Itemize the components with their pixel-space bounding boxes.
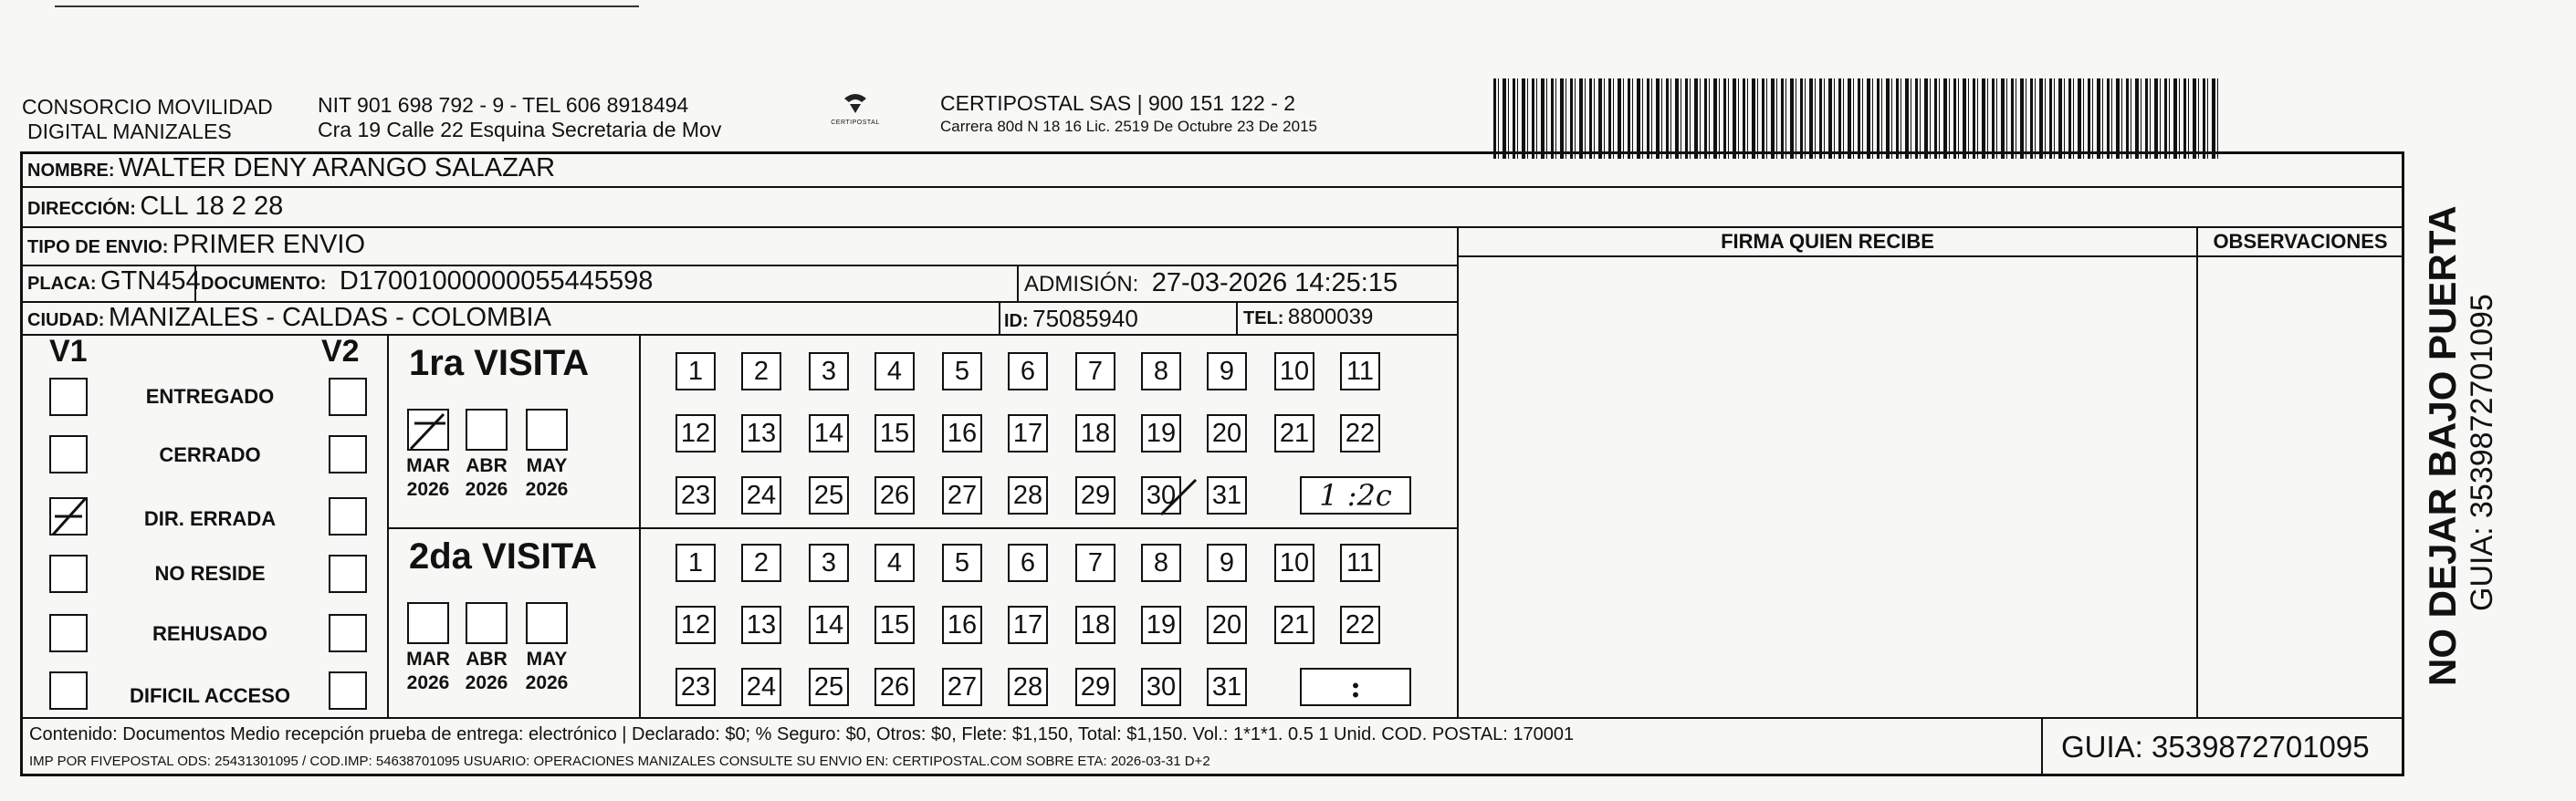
id-label: ID:	[1004, 311, 1029, 331]
first-visit-day-box[interactable]: 22	[1340, 414, 1380, 453]
second-visit-day-box[interactable]: 23	[675, 668, 716, 706]
carrier-logo	[827, 91, 884, 126]
company-contact	[318, 93, 721, 142]
month-year: 2026	[465, 672, 508, 693]
top-rule	[55, 5, 639, 7]
second-visit-day-box[interactable]: 17	[1008, 606, 1048, 644]
v2-dir-errada-checkbox[interactable]	[329, 497, 367, 536]
month-year: 2026	[525, 479, 569, 500]
second-visit-day-box[interactable]: 9	[1207, 544, 1247, 582]
second-visit-day-box[interactable]: 2	[741, 544, 781, 582]
logo-text: CERTIPOSTAL	[831, 120, 880, 126]
rule-footer-guia	[2041, 717, 2043, 776]
first-visit-day-box[interactable]: 19	[1141, 414, 1181, 453]
v2-cerrado-checkbox[interactable]	[329, 435, 367, 473]
observaciones-header: OBSERVACIONES	[2213, 230, 2388, 253]
nombre-label: NOMBRE:	[27, 161, 115, 181]
direccion-value: CLL 18 2 28	[140, 192, 284, 221]
status-dificil-acceso: DIFICIL ACCESO	[129, 684, 290, 707]
v1-label: V1	[49, 334, 88, 369]
rule-admision	[1017, 265, 1019, 301]
rule-id	[999, 301, 1000, 334]
first-visit-day-box[interactable]: 23	[675, 476, 716, 515]
ciudad-field	[27, 303, 551, 333]
placa-value: GTN454	[100, 266, 201, 296]
rule-status-right	[387, 334, 389, 717]
month-name: MAY	[526, 649, 568, 670]
v1-dir-errada-checkbox[interactable]	[49, 497, 88, 536]
v2-label: V2	[321, 334, 360, 369]
first-visit-day-box[interactable]: 14	[809, 414, 849, 453]
status-cerrado: CERRADO	[159, 443, 261, 466]
second-visit-day-box[interactable]: 1	[675, 544, 716, 582]
v1-dificil-acceso-checkbox[interactable]	[49, 671, 88, 710]
second-visit-day-box[interactable]: 29	[1075, 668, 1115, 706]
first-visit-day-box[interactable]: 17	[1008, 414, 1048, 453]
second-visit-day-box[interactable]: 14	[809, 606, 849, 644]
first-visit-day-box[interactable]: 8	[1141, 352, 1181, 390]
carrier-info	[940, 91, 1317, 138]
month-label	[515, 648, 579, 695]
second-visit-day-box[interactable]: 22	[1340, 606, 1380, 644]
month-year: 2026	[465, 479, 508, 500]
company-name	[22, 95, 273, 144]
side-guia-number: GUIA: 3539872701095	[2465, 294, 2499, 611]
tipo-envio-row	[27, 230, 365, 260]
company-line-1: CONSORCIO MOVILIDAD	[22, 95, 273, 119]
v1-no-reside-checkbox[interactable]	[49, 555, 88, 593]
first-visit-day-box[interactable]: 24	[741, 476, 781, 515]
first-visit-day-box[interactable]: 6	[1008, 352, 1048, 390]
first-visit-day-box[interactable]: 11	[1340, 352, 1380, 390]
admision-value: 27-03-2026 14:25:15	[1151, 268, 1398, 297]
admision-label: ADMISIÓN:	[1024, 272, 1139, 296]
first-visit-day-box[interactable]: 26	[874, 476, 915, 515]
second-visit-day-box[interactable]: 5	[942, 544, 982, 582]
first-visit-day-box[interactable]: 12	[675, 414, 716, 453]
v2-entregado-checkbox[interactable]	[329, 378, 367, 416]
second-visit-day-box[interactable]: 19	[1141, 606, 1181, 644]
first-visit-day-box[interactable]: 9	[1207, 352, 1247, 390]
second-visit-day-box[interactable]: 27	[942, 668, 982, 706]
first-visit-day-box[interactable]: 16	[942, 414, 982, 453]
no-dejar-bajo-puerta-text: NO DEJAR BAJO PUERTA	[2421, 205, 2464, 686]
documento-label: DOCUMENTO:	[201, 274, 327, 294]
first-visit-title: 1ra VISITA	[409, 343, 590, 383]
footer-imp-info: IMP POR FIVEPOSTAL ODS: 25431301095 / COD.IMP: 54638701095 USUARIO: OPERACIONES MANIZALES CONSULTE SU ENVIO EN: CERTIPOSTAL.COM SOBRE ETA: 2026-03-31 D+2	[29, 754, 1210, 769]
second-visit-day-box[interactable]: 10	[1274, 544, 1314, 582]
observations-area[interactable]	[2200, 259, 2401, 715]
nombre-row	[27, 153, 555, 183]
nit-line: NIT 901 698 792 - 9 - TEL 606 8918494	[318, 93, 689, 117]
carrier-line-2: Carrera 80d N 18 16 Lic. 2519 De Octubre 23 De 2015	[940, 118, 1317, 135]
month-year: 2026	[406, 479, 450, 500]
second-visit-time-field[interactable]: :	[1300, 668, 1411, 706]
second-visit-day-box[interactable]: 31	[1207, 668, 1247, 706]
rule-months-right	[639, 334, 641, 717]
first-visit-day-box[interactable]: 2	[741, 352, 781, 390]
first-visit-month-box[interactable]	[526, 409, 568, 451]
first-visit-day-box[interactable]: 10	[1274, 352, 1314, 390]
rule-5	[22, 334, 1457, 336]
status-rehusado: REHUSADO	[152, 622, 267, 645]
direccion-label: DIRECCIÓN:	[27, 199, 136, 219]
rule-obs-left	[2196, 226, 2198, 717]
second-visit-month-box[interactable]	[466, 602, 508, 644]
first-visit-day-box[interactable]: 27	[942, 476, 982, 515]
month-label	[515, 454, 579, 502]
admision-field	[1024, 268, 1398, 298]
ciudad-value: MANIZALES - CALDAS - COLOMBIA	[108, 303, 551, 332]
address-line: Cra 19 Calle 22 Esquina Secretaria de Mov	[318, 118, 722, 141]
v1-rehusado-checkbox[interactable]	[49, 614, 88, 652]
logo-icon	[842, 91, 869, 115]
first-visit-day-box[interactable]: 4	[874, 352, 915, 390]
id-field	[1004, 305, 1138, 333]
first-visit-month-box[interactable]	[466, 409, 508, 451]
second-visit-month-box[interactable]	[407, 602, 449, 644]
first-visit-day-box[interactable]: 5	[942, 352, 982, 390]
second-visit-day-box[interactable]: 8	[1141, 544, 1181, 582]
placa-field	[27, 266, 201, 296]
second-visit-day-box[interactable]: 30	[1141, 668, 1181, 706]
first-visit-time-field[interactable]: 1 :2c	[1300, 476, 1411, 515]
ciudad-label: CIUDAD:	[27, 310, 105, 330]
direccion-row	[27, 192, 283, 222]
second-visit-day-box[interactable]: 24	[741, 668, 781, 706]
footer-contenido: Contenido: Documentos Medio recepción prueba de entrega: electrónico | Declarado: $0; % Seguro: $0, Otros: $0, Flete: $1,150, Total: $1,150. Vol.: 1*1*1. 0.5 1 Unid. COD. POSTAL: 170001	[29, 724, 1575, 744]
rule-footer	[22, 717, 2403, 719]
first-visit-day-box[interactable]: 1	[675, 352, 716, 390]
second-visit-day-box[interactable]: 6	[1008, 544, 1048, 582]
first-visit-day-box[interactable]: 20	[1207, 414, 1247, 453]
rule-visit-split	[387, 527, 1457, 529]
v2-dificil-acceso-checkbox[interactable]	[329, 671, 367, 710]
id-value: 75085940	[1032, 305, 1138, 332]
status-entregado: ENTREGADO	[145, 385, 275, 408]
second-visit-day-box[interactable]: 11	[1340, 544, 1380, 582]
firma-header: FIRMA QUIEN RECIBE	[1721, 230, 1934, 253]
month-label	[396, 454, 460, 502]
tel-label: TEL:	[1243, 308, 1284, 328]
tel-value: 8800039	[1287, 305, 1374, 329]
barcode	[1493, 78, 2220, 159]
second-visit-day-box[interactable]: 26	[874, 668, 915, 706]
month-year: 2026	[406, 672, 450, 693]
month-label	[396, 648, 460, 695]
v2-rehusado-checkbox[interactable]	[329, 614, 367, 652]
tipo-envio-value: PRIMER ENVIO	[172, 230, 366, 259]
rule-firma-left	[1457, 226, 1459, 717]
second-visit-title: 2da VISITA	[409, 536, 597, 577]
second-visit-day-box[interactable]: 3	[809, 544, 849, 582]
first-visit-day-box[interactable]: 15	[874, 414, 915, 453]
rule-tel	[1236, 301, 1238, 334]
documento-field	[201, 266, 653, 296]
second-visit-month-box[interactable]	[526, 602, 568, 644]
first-visit-day-box[interactable]: 30	[1141, 476, 1181, 515]
company-line-2: DIGITAL MANIZALES	[27, 120, 232, 143]
first-visit-day-box[interactable]: 3	[809, 352, 849, 390]
footer-guia-number: GUIA: 3539872701095	[2061, 730, 2370, 764]
documento-value: D17001000000055445598	[339, 266, 654, 296]
first-visit-day-box[interactable]: 13	[741, 414, 781, 453]
placa-label: PLACA:	[27, 274, 97, 294]
v1-cerrado-checkbox[interactable]	[49, 435, 88, 473]
rule-2	[22, 226, 2403, 228]
first-visit-day-box[interactable]: 29	[1075, 476, 1115, 515]
second-visit-day-box[interactable]: 15	[874, 606, 915, 644]
second-visit-day-box[interactable]: 20	[1207, 606, 1247, 644]
month-name: ABR	[466, 455, 508, 476]
first-visit-month-box[interactable]	[407, 409, 449, 451]
status-dir-errada: DIR. ERRADA	[143, 507, 277, 530]
status-no-reside: NO RESIDE	[154, 562, 266, 585]
first-visit-day-box[interactable]: 31	[1207, 476, 1247, 515]
first-visit-day-box[interactable]: 18	[1075, 414, 1115, 453]
nombre-value: WALTER DENY ARANGO SALAZAR	[119, 153, 556, 182]
first-visit-day-box[interactable]: 21	[1274, 414, 1314, 453]
month-name: MAR	[406, 649, 450, 670]
tipo-envio-label: TIPO DE ENVIO:	[27, 237, 169, 257]
month-label	[455, 648, 518, 695]
second-visit-day-box[interactable]: 18	[1075, 606, 1115, 644]
rule-1	[22, 186, 2403, 188]
second-visit-day-box[interactable]: 4	[874, 544, 915, 582]
second-visit-day-box[interactable]: 13	[741, 606, 781, 644]
second-visit-day-box[interactable]: 7	[1075, 544, 1115, 582]
month-year: 2026	[525, 672, 569, 693]
second-visit-day-box[interactable]: 25	[809, 668, 849, 706]
month-name: MAR	[406, 455, 450, 476]
second-visit-day-box[interactable]: 16	[942, 606, 982, 644]
tel-field	[1243, 305, 1373, 330]
carrier-line-1: CERTIPOSTAL SAS | 900 151 122 - 2	[940, 91, 1296, 115]
month-name: ABR	[466, 649, 508, 670]
month-name: MAY	[526, 455, 568, 476]
v1-entregado-checkbox[interactable]	[49, 378, 88, 416]
first-visit-day-box[interactable]: 25	[809, 476, 849, 515]
second-visit-day-box[interactable]: 12	[675, 606, 716, 644]
second-visit-day-box[interactable]: 28	[1008, 668, 1048, 706]
first-visit-day-box[interactable]: 7	[1075, 352, 1115, 390]
rule-col-head	[1457, 255, 2403, 257]
month-label	[455, 454, 518, 502]
v2-no-reside-checkbox[interactable]	[329, 555, 367, 593]
signature-area[interactable]	[1461, 259, 2194, 715]
second-visit-day-box[interactable]: 21	[1274, 606, 1314, 644]
first-visit-day-box[interactable]: 28	[1008, 476, 1048, 515]
